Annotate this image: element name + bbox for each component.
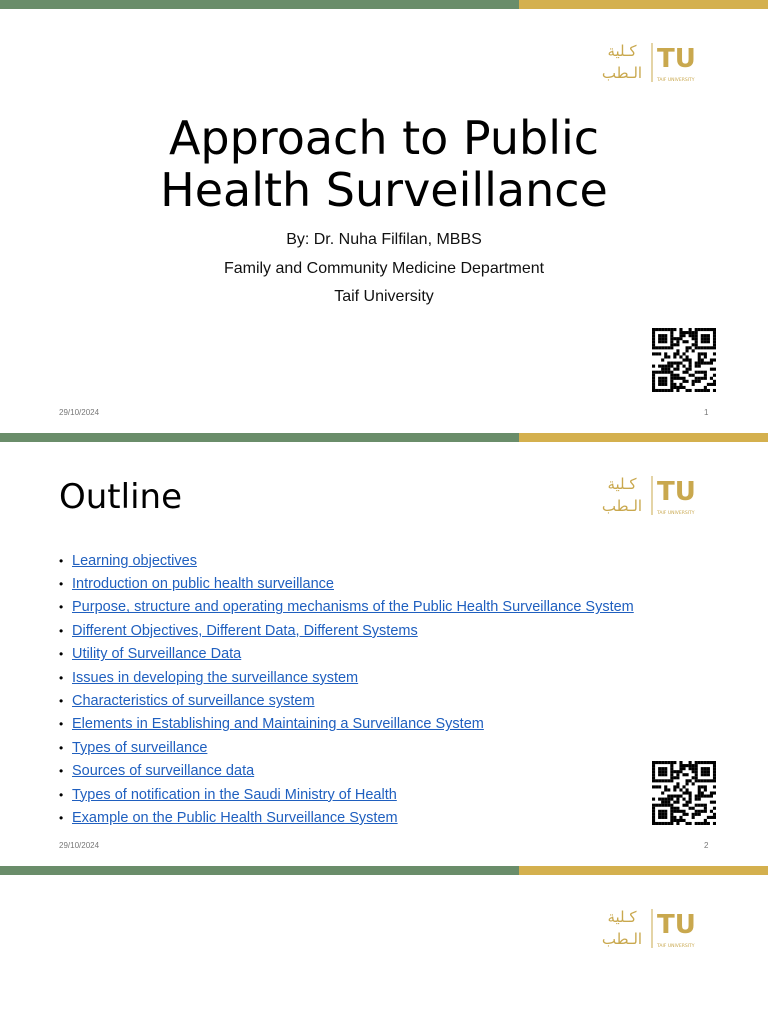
svg-text:TU: TU	[657, 910, 696, 940]
band-gold	[519, 0, 768, 9]
slide-1	[0, 0, 768, 433]
list-item	[59, 666, 634, 689]
bullet: •	[59, 717, 64, 732]
bullet: •	[59, 553, 64, 568]
bullet: •	[59, 647, 64, 662]
bullet: •	[59, 810, 64, 825]
svg-text:الـطب: الـطب	[601, 64, 643, 82]
outline-link[interactable]: Types of notification in the Saudi Ministry of Health	[72, 786, 397, 803]
outline-link[interactable]: Example on the Public Health Surveillance System	[72, 809, 398, 826]
outline-link[interactable]: Types of surveillance	[72, 739, 208, 756]
slide-number: 1	[704, 408, 709, 417]
bullet: •	[59, 694, 64, 709]
svg-text:TAIF UNIVERSITY: TAIF UNIVERSITY	[657, 944, 695, 949]
svg-text:الـطب: الـطب	[601, 930, 643, 948]
slide-title: Outline	[59, 477, 183, 517]
list-item	[59, 713, 634, 736]
slide-date: 29/10/2024	[59, 841, 100, 850]
outline-link[interactable]: Different Objectives, Different Data, Different Systems	[72, 622, 418, 639]
band-green	[0, 866, 519, 875]
slide-title	[0, 112, 768, 216]
outline-link[interactable]: Sources of surveillance data	[72, 763, 255, 780]
top-color-band	[0, 866, 768, 875]
list-item	[59, 736, 634, 759]
top-color-band	[0, 0, 768, 9]
outline-link[interactable]: Introduction on public health surveillance	[72, 576, 334, 593]
outline-link[interactable]: Characteristics of surveillance system	[72, 693, 315, 710]
outline-link[interactable]: Learning objectives	[72, 552, 197, 569]
outline-link[interactable]: Elements in Establishing and Maintaining a Surveillance System	[72, 716, 484, 733]
svg-text:TU: TU	[657, 44, 696, 74]
list-item	[59, 596, 634, 619]
list-item	[59, 619, 634, 642]
band-green	[0, 433, 519, 442]
slide-2	[0, 433, 768, 866]
bullet: •	[59, 600, 64, 615]
title-line-1: Approach to Public	[168, 111, 600, 165]
svg-text:كـلية: كـلية	[607, 475, 637, 493]
bullet: •	[59, 623, 64, 638]
bullet: •	[59, 670, 64, 685]
band-gold	[519, 866, 768, 875]
outline-list	[59, 549, 634, 830]
bullet: •	[59, 764, 64, 779]
list-item	[59, 760, 634, 783]
list-item	[59, 643, 634, 666]
list-item	[59, 549, 634, 572]
college-logo	[598, 40, 706, 84]
bullet: •	[59, 787, 64, 802]
band-green	[0, 0, 519, 9]
band-gold	[519, 433, 768, 442]
outline-link[interactable]: Purpose, structure and operating mechanisms of the Public Health Surveillance System	[72, 599, 634, 616]
svg-text:TAIF UNIVERSITY: TAIF UNIVERSITY	[657, 78, 695, 83]
svg-text:TAIF UNIVERSITY: TAIF UNIVERSITY	[657, 511, 695, 516]
bullet: •	[59, 577, 64, 592]
author: By: Dr. Nuha Filfilan, MBBS	[286, 231, 482, 248]
svg-text:كـلية: كـلية	[607, 908, 637, 926]
department: Family and Community Medicine Department	[223, 260, 545, 277]
top-color-band	[0, 433, 768, 442]
slide-3	[0, 866, 768, 1024]
title-line-2: Health Surveillance	[160, 163, 608, 217]
svg-text:الـطب: الـطب	[601, 497, 643, 515]
college-logo	[598, 906, 706, 950]
qr-code-icon	[652, 761, 716, 825]
slide-number: 2	[704, 841, 709, 850]
bullet: •	[59, 740, 64, 755]
outline-link[interactable]: Utility of Surveillance Data	[72, 646, 242, 663]
list-item	[59, 783, 634, 806]
svg-text:TU: TU	[657, 477, 696, 507]
list-item	[59, 806, 634, 829]
slide-date: 29/10/2024	[59, 408, 100, 417]
college-logo	[598, 473, 706, 517]
qr-code-icon	[652, 328, 716, 392]
svg-text:كـلية: كـلية	[607, 42, 637, 60]
list-item	[59, 572, 634, 595]
list-item	[59, 689, 634, 712]
university: Taif University	[334, 288, 434, 305]
outline-link[interactable]: Issues in developing the surveillance system	[72, 669, 359, 686]
